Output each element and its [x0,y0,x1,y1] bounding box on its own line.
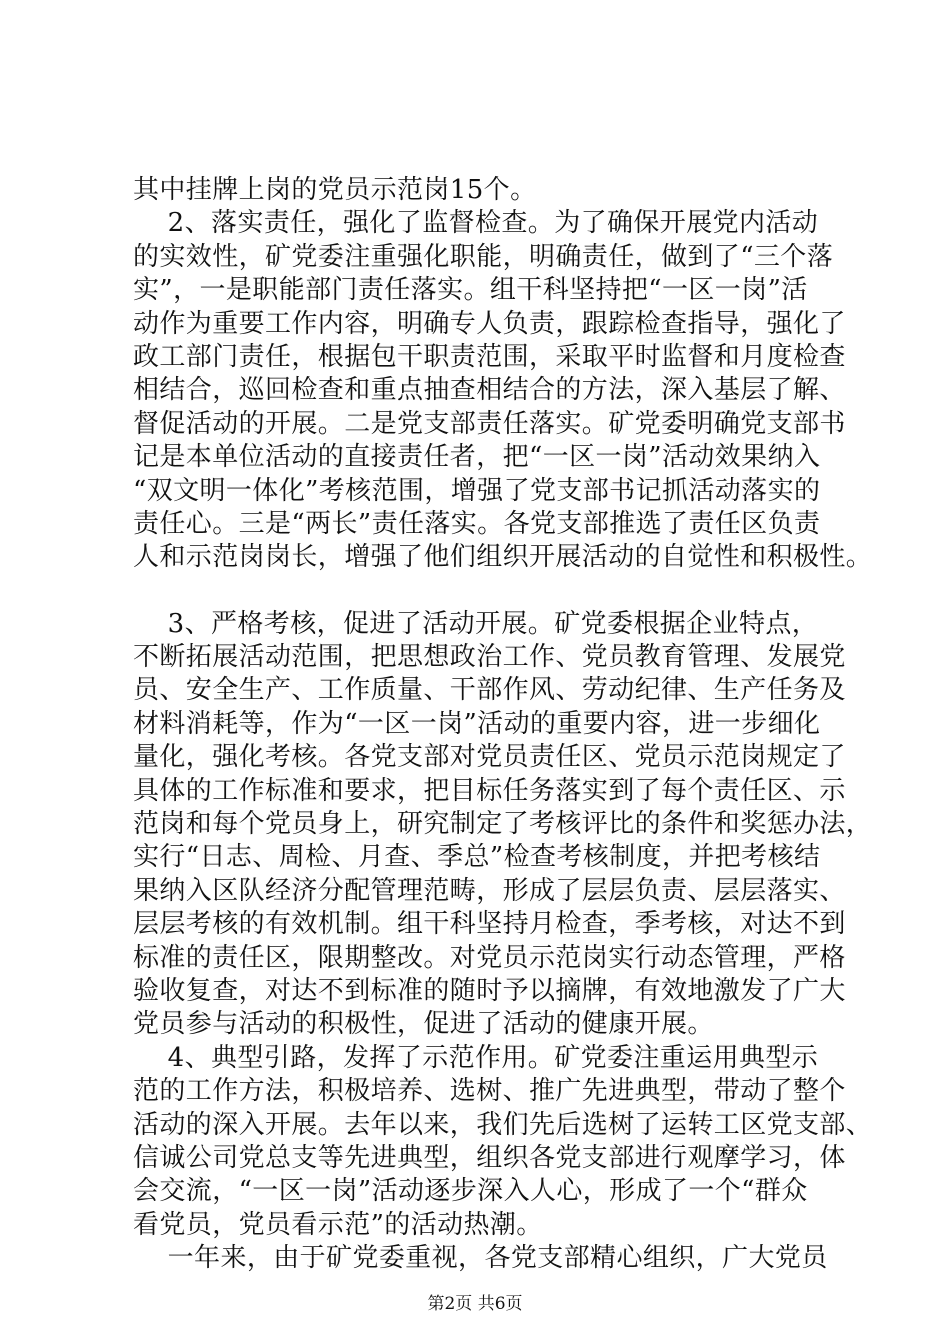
text-line: 范岗和每个党员身上，研究制定了考核评比的条件和奖惩办法， [133,809,873,840]
text-line: 活动的深入开展。去年以来，我们先后选树了运转工区党支部、 [133,1109,873,1140]
text-line: 责任心。三是“两长”责任落实。各党支部推选了责任区负责 [133,508,821,539]
text-line: 信诚公司党总支等先进典型，组织各党支部进行观摩学习，体 [133,1142,846,1173]
text-line: 不断拓展活动范围，把思想政治工作、党员教育管理、发展党 [133,642,846,673]
text-line: 其中挂牌上岗的党员示范岗15个。 [133,175,537,205]
body-section-2 [133,608,873,1276]
text-line: 相结合，巡回检查和重点抽查相结合的方法，深入基层了解、 [133,375,846,406]
text-line: 范的工作方法，积极培养、选树、推广先进典型，带动了整个 [133,1076,846,1107]
paragraph-gap [133,575,853,608]
text-line: 标准的责任区，限期整改。对党员示范岗实行动态管理，严格 [133,942,846,973]
text-line: 党员参与活动的积极性，促进了活动的健康开展。 [133,1009,714,1040]
text-line: 政工部门责任，根据包干职责范围，采取平时监督和月度检查 [133,341,846,372]
text-line: 量化，强化考核。各党支部对党员责任区、党员示范岗规定了 [133,742,846,773]
text-line: 4、典型引路，发挥了示范作用。矿党委注重运用典型示 [133,1042,819,1073]
text-line: 层层考核的有效机制。组干科坚持月检查，季考核，对达不到 [133,909,846,940]
body-section-1 [133,174,873,575]
text-line: 3、严格考核，促进了活动开展。矿党委根据企业特点， [133,608,819,639]
text-line: 督促活动的开展。二是党支部责任落实。矿党委明确党支部书 [133,408,846,439]
page-footer: 第2页 共6页 [427,1294,523,1314]
text-line: 人和示范岗岗长，增强了他们组织开展活动的自觉性和积极性。 [133,542,873,573]
text-line: 动作为重要工作内容，明确专人负责，跟踪检查指导，强化了 [133,308,846,339]
text-line: 记是本单位活动的直接责任者，把“一区一岗”活动效果纳入 [133,442,821,473]
text-line: 2、落实责任，强化了监督检查。为了确保开展党内活动 [133,208,819,239]
text-line: 员、安全生产、工作质量、干部作风、劳动纪律、生产任务及 [133,675,846,706]
text-line: 一年来，由于矿党委重视，各党支部精心组织，广大党员 [133,1243,828,1274]
text-line: 的实效性，矿党委注重强化职能，明确责任，做到了“三个落 [133,241,834,272]
text-line: 看党员，党员看示范”的活动热潮。 [133,1209,543,1240]
text-line: 果纳入区队经济分配管理范畴，形成了层层负责、层层落实、 [133,875,846,906]
text-line: 验收复查，对达不到标准的随时予以摘牌，有效地激发了广大 [133,975,846,1006]
text-line: “双文明一体化”考核范围，增强了党支部书记抓活动落实的 [133,475,821,506]
text-line: 具体的工作标准和要求，把目标任务落实到了每个责任区、示 [133,775,846,806]
text-line: 实”，一是职能部门责任落实。组干科坚持把“一区一岗”活 [133,275,808,306]
text-line: 材料消耗等，作为“一区一岗”活动的重要内容，进一步细化 [133,708,821,739]
document-body [133,174,873,1276]
text-line: 实行“日志、周检、月查、季总”检查考核制度，并把考核结 [133,842,821,873]
text-line: 会交流，“一区一岗”活动逐步深入人心，形成了一个“群众 [133,1176,808,1207]
